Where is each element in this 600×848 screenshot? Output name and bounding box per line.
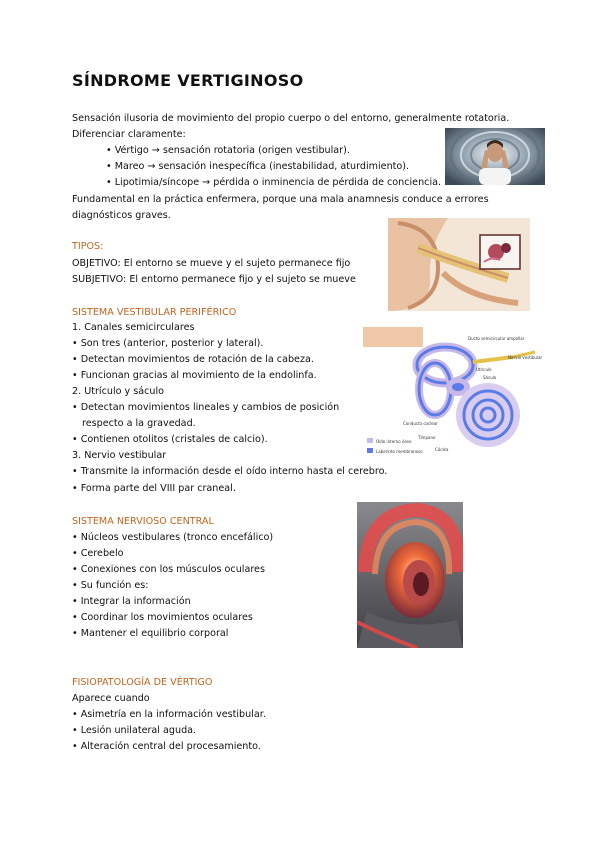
diagram-label: Sáculo: [483, 375, 497, 380]
list-item: • Detectan movimientos de rotación de la cabeza.: [72, 354, 314, 365]
ear-anatomy-photo: [388, 218, 530, 311]
list-item: • Contienen otolitos (cristales de calcio).: [72, 434, 268, 445]
list-item: • Funcionan gracias al movimiento de la endolinfa.: [72, 370, 317, 381]
diagram-label: Conducto coclear: [403, 421, 438, 426]
list-item: • Transmite la información desde el oído interno hasta el cerebro.: [72, 466, 388, 477]
tipo-subjetivo: SUBJETIVO: El entorno permanece fijo y el sujeto se mueve: [72, 274, 356, 285]
person-vertigo-photo: [445, 128, 545, 185]
diagram-label: Tímpano: [418, 435, 436, 440]
list-item: • Integrar la información: [72, 596, 191, 607]
bullet-lipotimia: • Lipotimia/síncope → pérdida o inminencia de pérdida de conciencia.: [106, 177, 442, 188]
section-heading-fisiopatologia: FISIOPATOLOGÍA DE VÉRTIGO: [72, 677, 213, 688]
page-title: SÍNDROME VERTIGINOSO: [72, 71, 304, 90]
diagram-label: Cóclea: [435, 447, 449, 452]
list-item: • Conexiones con los músculos oculares: [72, 564, 265, 575]
list-item: • Alteración central del procesamiento.: [72, 741, 261, 752]
legend-membranous-label: Laberinto membranoso: [376, 449, 423, 454]
diagram-label: Nervio vestibular: [508, 355, 543, 360]
intro-definition: Sensación ilusoria de movimiento del propio cuerpo o del entorno, generalmente rotatoria.: [72, 113, 510, 124]
diagram-label: Utrículo: [476, 367, 492, 372]
list-item: Aparece cuando: [72, 693, 150, 704]
diagram-label: Ducto semicircular ampollar: [468, 336, 525, 341]
list-item: • Cerebelo: [72, 548, 124, 559]
bullet-mareo: • Mareo → sensación inespecífica (inestabilidad, aturdimiento).: [106, 161, 410, 172]
list-item: • Mantener el equilibrio corporal: [72, 628, 229, 639]
legend-bone-label: Oído interno óseo: [376, 439, 412, 444]
list-item: • Coordinar los movimientos oculares: [72, 612, 253, 623]
section-heading-central: SISTEMA NERVIOSO CENTRAL: [72, 516, 214, 527]
section-heading-periferico: SISTEMA VESTIBULAR PERIFÉRICO: [72, 307, 237, 318]
list-item: • Lesión unilateral aguda.: [72, 725, 197, 736]
intro-differentiate: Diferenciar claramente:: [72, 129, 186, 140]
inner-ear-diagram: [363, 327, 544, 460]
list-item: 1. Canales semicirculares: [72, 322, 195, 333]
tipo-objetivo: OBJETIVO: El entorno se mueve y el sujeto permanece fijo: [72, 258, 351, 269]
intro-fundamental-cont: diagnósticos graves.: [72, 210, 171, 221]
list-item: • Forma parte del VIII par craneal.: [72, 483, 236, 494]
list-item: • Son tres (anterior, posterior y lateral).: [72, 338, 264, 349]
list-item: 2. Utrículo y sáculo: [72, 386, 165, 397]
list-item: • Núcleos vestibulares (tronco encefálico): [72, 532, 274, 543]
section-heading-tipos: TIPOS:: [72, 241, 104, 252]
brain-ear-illustration: [357, 502, 463, 648]
list-item: • Detectan movimientos lineales y cambios de posición: [72, 402, 340, 413]
list-item: 3. Nervio vestibular: [72, 450, 167, 461]
intro-fundamental: Fundamental en la práctica enfermera, porque una mala anamnesis conduce a errores: [72, 194, 489, 205]
list-item: respecto a la gravedad.: [82, 418, 196, 429]
list-item: • Su función es:: [72, 580, 149, 591]
list-item: • Asimetría en la información vestibular.: [72, 709, 266, 720]
bullet-vertigo: • Vértigo → sensación rotatoria (origen vestibular).: [106, 145, 350, 156]
